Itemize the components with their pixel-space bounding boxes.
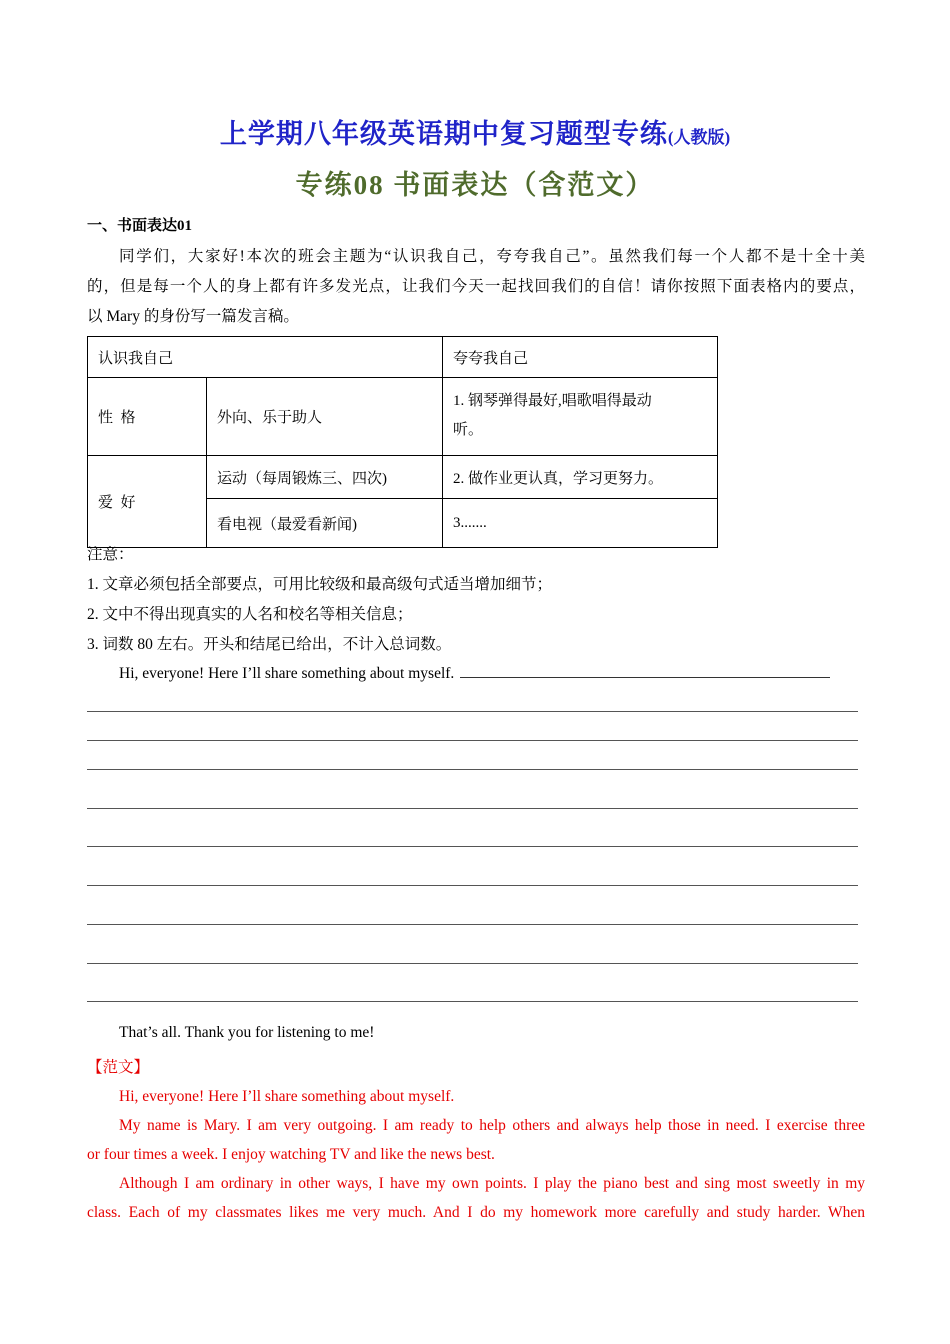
title-main: 上学期八年级英语期中复习题型专练 — [219, 119, 668, 149]
section-heading: 一、书面表达01 — [87, 218, 193, 234]
writing-blank-line[interactable] — [87, 846, 858, 847]
sample-line: Hi, everyone! Here I’ll share something about myself. — [119, 1088, 455, 1105]
note-item: 1. 文章必须包括全部要点，可用比较级和最高级句式适当增加细节； — [87, 576, 553, 593]
prompt-line: 同学们，大家好!本次的班会主题为“认识我自己，夸夸我自己”。虽然我们每一个人都不是十全十美 — [119, 248, 865, 265]
table-header-know-myself: 认识我自己 — [88, 337, 443, 378]
table-praise-3: 3....... — [443, 499, 718, 548]
notes-block — [87, 540, 552, 660]
writing-opening — [119, 662, 830, 683]
writing-blank-line[interactable] — [87, 808, 858, 809]
notes-heading: 注意： — [87, 546, 134, 563]
writing-blank-line[interactable] — [87, 740, 858, 741]
document-subtitle: 专练08 书面表达（含范文） — [295, 170, 655, 200]
prompt-line: 的，但是每一个人的身上都有许多发光点，让我们今天一起找回我们的自信！请你按照下面表格内的要点， — [87, 278, 865, 295]
writing-opening-text: Hi, everyone! Here I’ll share something about myself. — [119, 665, 455, 682]
writing-blank-line[interactable] — [460, 662, 830, 678]
table-label-hobby: 爱 好 — [88, 456, 207, 548]
sample-label: 【范文】 — [87, 1059, 150, 1076]
writing-blank-line[interactable] — [87, 924, 858, 925]
sample-line: Although I am ordinary in other ways, I have my own points. I play the piano best and sing most sweetly in my — [119, 1175, 865, 1192]
writing-closing: That’s all. Thank you for listening to me! — [119, 1024, 375, 1041]
table-header-praise-myself: 夸夸我自己 — [443, 337, 718, 378]
table-value-personality: 外向、乐于助人 — [207, 378, 443, 456]
points-table — [87, 336, 718, 548]
writing-blank-line[interactable] — [87, 963, 858, 964]
table-value-hobby-1: 运动（每周锻炼三、四次) — [207, 456, 443, 499]
sample-line: My name is Mary. I am very outgoing. I am ready to help others and always help those in need. I exercise three — [119, 1117, 865, 1134]
prompt-paragraph — [87, 242, 865, 332]
prompt-line: 以 Mary 的身份写一篇发言稿。 — [87, 308, 299, 325]
sample-line: class. Each of my classmates likes me very much. And I do my homework more carefully and study harder. When — [87, 1204, 865, 1221]
sample-essay — [87, 1082, 865, 1227]
table-praise-2: 2. 做作业更认真，学习更努力。 — [443, 456, 718, 499]
writing-blank-line[interactable] — [87, 769, 858, 770]
table-value-hobby-2: 看电视（最爱看新闻) — [207, 499, 443, 548]
table-praise-1-line: 1. 钢琴弹得最好,唱歌唱得最动 — [453, 392, 652, 409]
table-label-personality: 性 格 — [88, 378, 207, 456]
sample-line: or four times a week. I enjoy watching TV and like the news best. — [87, 1146, 495, 1163]
writing-blank-line[interactable] — [87, 711, 858, 712]
writing-blank-line[interactable] — [87, 1001, 858, 1002]
writing-blank-line[interactable] — [87, 885, 858, 886]
title-suffix: (人教版) — [667, 128, 731, 147]
document-title — [0, 112, 950, 151]
note-item: 2. 文中不得出现真实的人名和校名等相关信息； — [87, 606, 413, 623]
table-praise-1-line: 听。 — [453, 421, 484, 438]
table-praise-1 — [443, 378, 718, 456]
note-item: 3. 词数 80 左右。开头和结尾已给出，不计入总词数。 — [87, 636, 452, 653]
